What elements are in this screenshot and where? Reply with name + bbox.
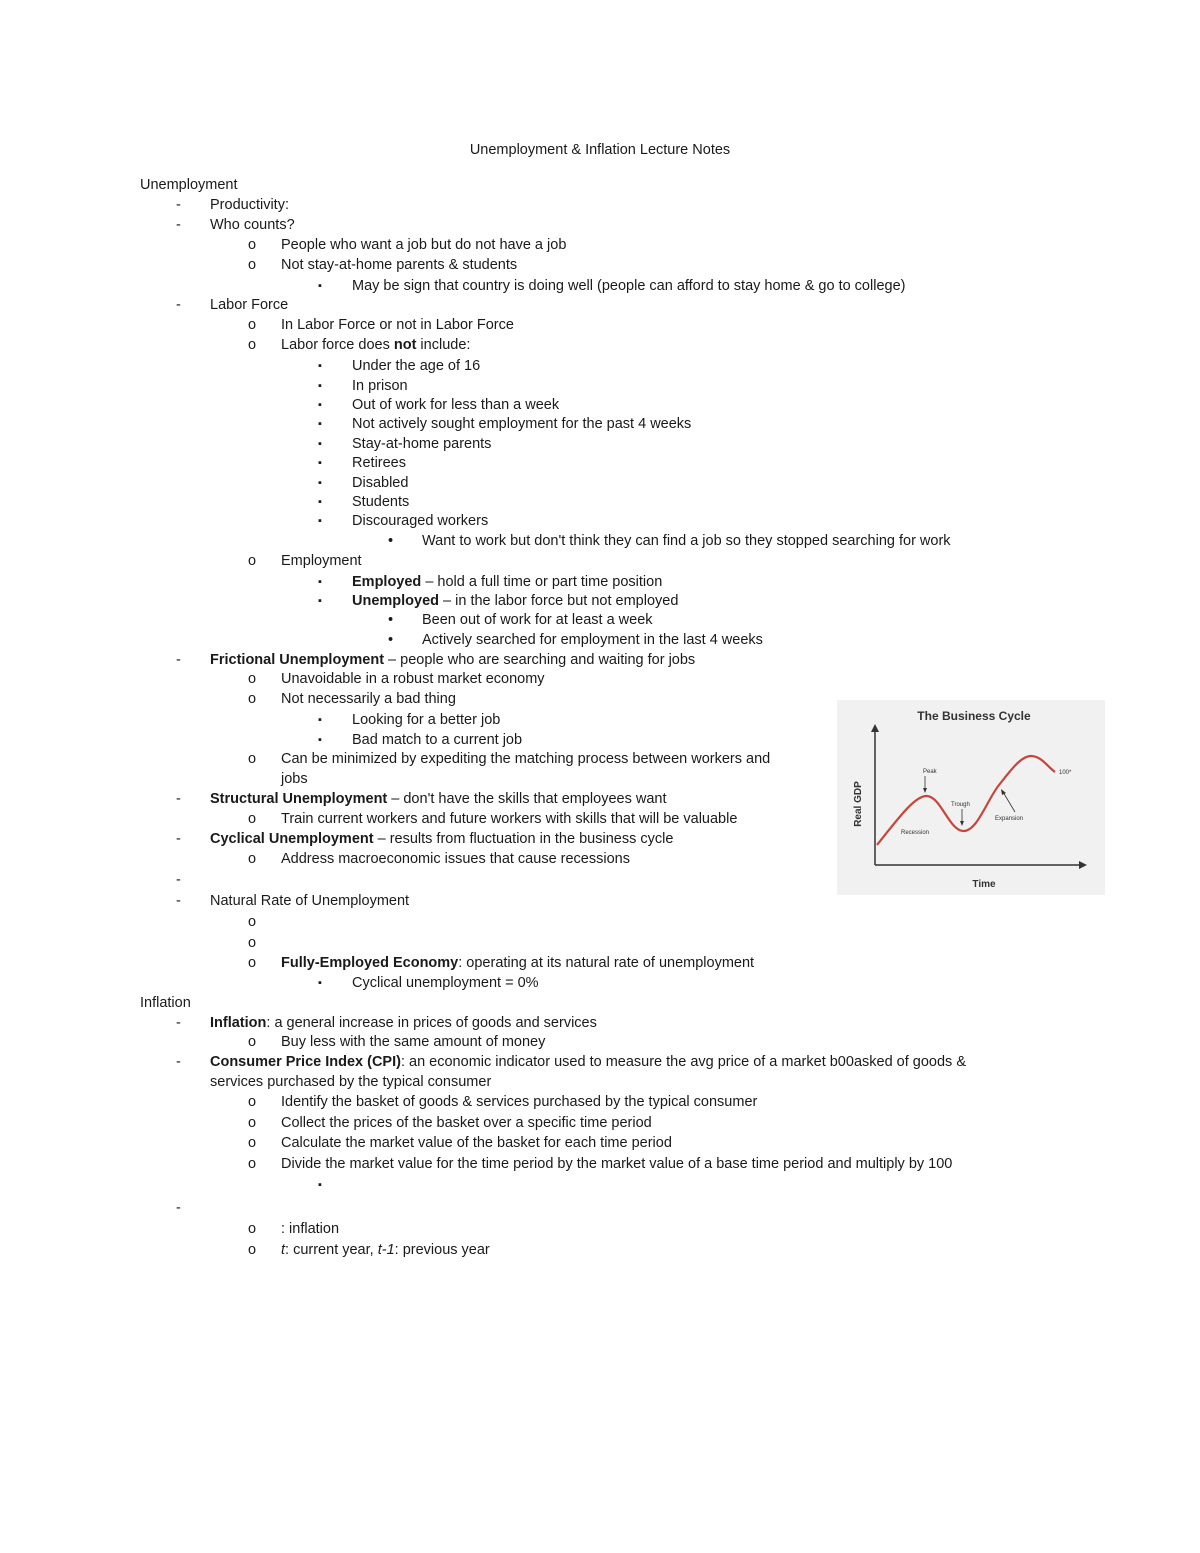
circle-marker: o — [248, 811, 257, 827]
square-marker: ▪ — [318, 399, 322, 411]
dash-marker: - — [176, 1015, 181, 1031]
circle-marker: o — [248, 751, 257, 767]
dash-marker: - — [176, 1054, 181, 1070]
square-marker: ▪ — [318, 714, 322, 726]
not-included-item: In prison — [352, 378, 408, 394]
y-axis-arrow-icon — [871, 724, 879, 732]
trough-arrow-icon — [960, 821, 964, 826]
dash-marker: - — [176, 831, 181, 847]
square-marker: ▪ — [318, 280, 322, 292]
square-marker: ▪ — [318, 1179, 322, 1191]
bullet-marker: • — [388, 612, 394, 628]
item-who-counts: Who counts? — [210, 217, 295, 233]
item-who-counts-2a: May be sign that country is doing well (people can afford to stay home & go to college) — [352, 278, 906, 294]
x-axis-arrow-icon — [1079, 861, 1087, 869]
section-heading-unemployment: Unemployment — [140, 177, 238, 193]
item-frictional: Frictional Unemployment – people who are searching and waiting for jobs — [210, 652, 696, 668]
circle-marker: o — [248, 955, 257, 971]
circle-marker: o — [248, 1094, 257, 1110]
item-employed: Employed – hold a full time or part time position — [352, 574, 663, 590]
item-frictional-2b: Bad match to a current job — [352, 732, 523, 748]
circle-marker: o — [248, 553, 257, 569]
circle-marker: o — [248, 257, 257, 273]
item-frictional-1: Unavoidable in a robust market economy — [281, 671, 545, 687]
item-frictional-3-cont: jobs — [281, 771, 308, 787]
x-axis-label: Time — [972, 879, 996, 890]
item-inflation-1: Buy less with the same amount of money — [281, 1034, 546, 1050]
dash-marker: - — [176, 652, 181, 668]
circle-marker: o — [248, 671, 257, 687]
item-time-def: t: current year, t-1: previous year — [281, 1242, 490, 1258]
square-marker: ▪ — [318, 380, 322, 392]
square-marker: ▪ — [318, 576, 322, 588]
square-marker: ▪ — [318, 734, 322, 746]
item-cyclical-1: Address macroeconomic issues that cause recessions — [281, 851, 630, 867]
label-trough: Trough — [951, 802, 970, 808]
cpi-step: Calculate the market value of the basket for each time period — [281, 1135, 672, 1151]
circle-marker: o — [248, 1221, 257, 1237]
dash-marker: - — [176, 893, 181, 909]
not-included-item: Discouraged workers — [352, 513, 489, 529]
item-lf-2: Labor force does not include: — [281, 337, 471, 353]
item-pi-def: : inflation — [281, 1221, 340, 1237]
expansion-arrow — [1003, 792, 1015, 812]
dash-marker: - — [176, 791, 181, 807]
square-marker: ▪ — [318, 477, 322, 489]
circle-marker: o — [248, 1034, 257, 1050]
dash-marker: - — [176, 217, 181, 233]
item-frictional-2a: Looking for a better job — [352, 712, 501, 728]
item-unemployed-1: Been out of work for at least a week — [422, 612, 653, 628]
item-inflation-def: Inflation: a general increase in prices of goods and services — [210, 1015, 597, 1031]
square-marker: ▪ — [318, 977, 322, 989]
item-who-counts-1: People who want a job but do not have a job — [281, 237, 567, 253]
business-cycle-svg — [837, 700, 1105, 895]
dash-marker: - — [176, 872, 181, 888]
item-cpi-cont: services purchased by the typical consumer — [210, 1074, 492, 1090]
bullet-marker: • — [388, 533, 394, 549]
square-marker: ▪ — [318, 457, 322, 469]
item-structural-1: Train current workers and future workers with skills that will be valuable — [281, 811, 738, 827]
page-title: Unemployment & Inflation Lecture Notes — [469, 142, 731, 158]
not-included-item: Not actively sought employment for the past 4 weeks — [352, 416, 692, 432]
item-frictional-3: Can be minimized by expediting the matching process between workers and — [281, 751, 771, 767]
label-peak: Peak — [923, 769, 937, 775]
item-cyclical: Cyclical Unemployment – results from fluctuation in the business cycle — [210, 831, 674, 847]
dash-marker: - — [176, 1200, 181, 1216]
circle-marker: o — [248, 914, 257, 930]
item-labor-force: Labor Force — [210, 297, 289, 313]
item-cyclical-zero: Cyclical unemployment = 0% — [352, 975, 539, 991]
square-marker: ▪ — [318, 360, 322, 372]
item-fully-employed: Fully-Employed Economy: operating at its natural rate of unemployment — [281, 955, 755, 971]
item-employment: Employment — [281, 553, 362, 569]
square-marker: ▪ — [318, 496, 322, 508]
dash-marker: - — [176, 197, 181, 213]
not-included-item: Out of work for less than a week — [352, 397, 560, 413]
business-cycle-figure — [837, 700, 1105, 895]
circle-marker: o — [248, 935, 257, 951]
item-natural-rate: Natural Rate of Unemployment — [210, 893, 410, 909]
item-frictional-2: Not necessarily a bad thing — [281, 691, 456, 707]
square-marker: ▪ — [318, 595, 322, 607]
not-included-item: Stay-at-home parents — [352, 436, 492, 452]
item-who-counts-2: Not stay-at-home parents & students — [281, 257, 518, 273]
expansion-arrow-icon — [1001, 789, 1006, 795]
bullet-marker: • — [388, 632, 394, 648]
circle-marker: o — [248, 337, 257, 353]
circle-marker: o — [248, 851, 257, 867]
cpi-step: Collect the prices of the basket over a specific time period — [281, 1115, 652, 1131]
cpi-step: Identify the basket of goods & services purchased by the typical consumer — [281, 1094, 758, 1110]
not-included-item: Under the age of 16 — [352, 358, 481, 374]
cpi-step: Divide the market value for the time period by the market value of a base time period and multiply by 100 — [281, 1156, 953, 1172]
not-included-item: Retirees — [352, 455, 406, 471]
item-lf-1: In Labor Force or not in Labor Force — [281, 317, 514, 333]
item-cpi: Consumer Price Index (CPI): an economic indicator used to measure the avg price of a market b00asked of goods & — [210, 1054, 966, 1070]
item-productivity: Productivity: — [210, 197, 289, 213]
square-marker: ▪ — [318, 515, 322, 527]
circle-marker: o — [248, 1156, 257, 1172]
label-expansion: Expansion — [995, 816, 1024, 822]
not-included-item: Students — [352, 494, 410, 510]
label-end: 100* — [1059, 770, 1072, 776]
square-marker: ▪ — [318, 438, 322, 450]
peak-arrow-icon — [923, 788, 927, 793]
section-heading-inflation: Inflation — [140, 995, 191, 1011]
item-discouraged-note: Want to work but don't think they can find a job so they stopped searching for work — [422, 533, 951, 549]
circle-marker: o — [248, 1115, 257, 1131]
label-recession: Recession — [901, 830, 930, 836]
item-structural: Structural Unemployment – don't have the skills that employees want — [210, 791, 667, 807]
circle-marker: o — [248, 691, 257, 707]
item-unemployed-2: Actively searched for employment in the last 4 weeks — [422, 632, 763, 648]
item-unemployed: Unemployed – in the labor force but not employed — [352, 593, 679, 609]
y-axis-label: Real GDP — [853, 781, 864, 827]
circle-marker: o — [248, 1135, 257, 1151]
circle-marker: o — [248, 317, 257, 333]
circle-marker: o — [248, 237, 257, 253]
dash-marker: - — [176, 297, 181, 313]
not-included-item: Disabled — [352, 475, 409, 491]
figure-title: The Business Cycle — [917, 709, 1031, 723]
circle-marker: o — [248, 1242, 257, 1258]
square-marker: ▪ — [318, 418, 322, 430]
